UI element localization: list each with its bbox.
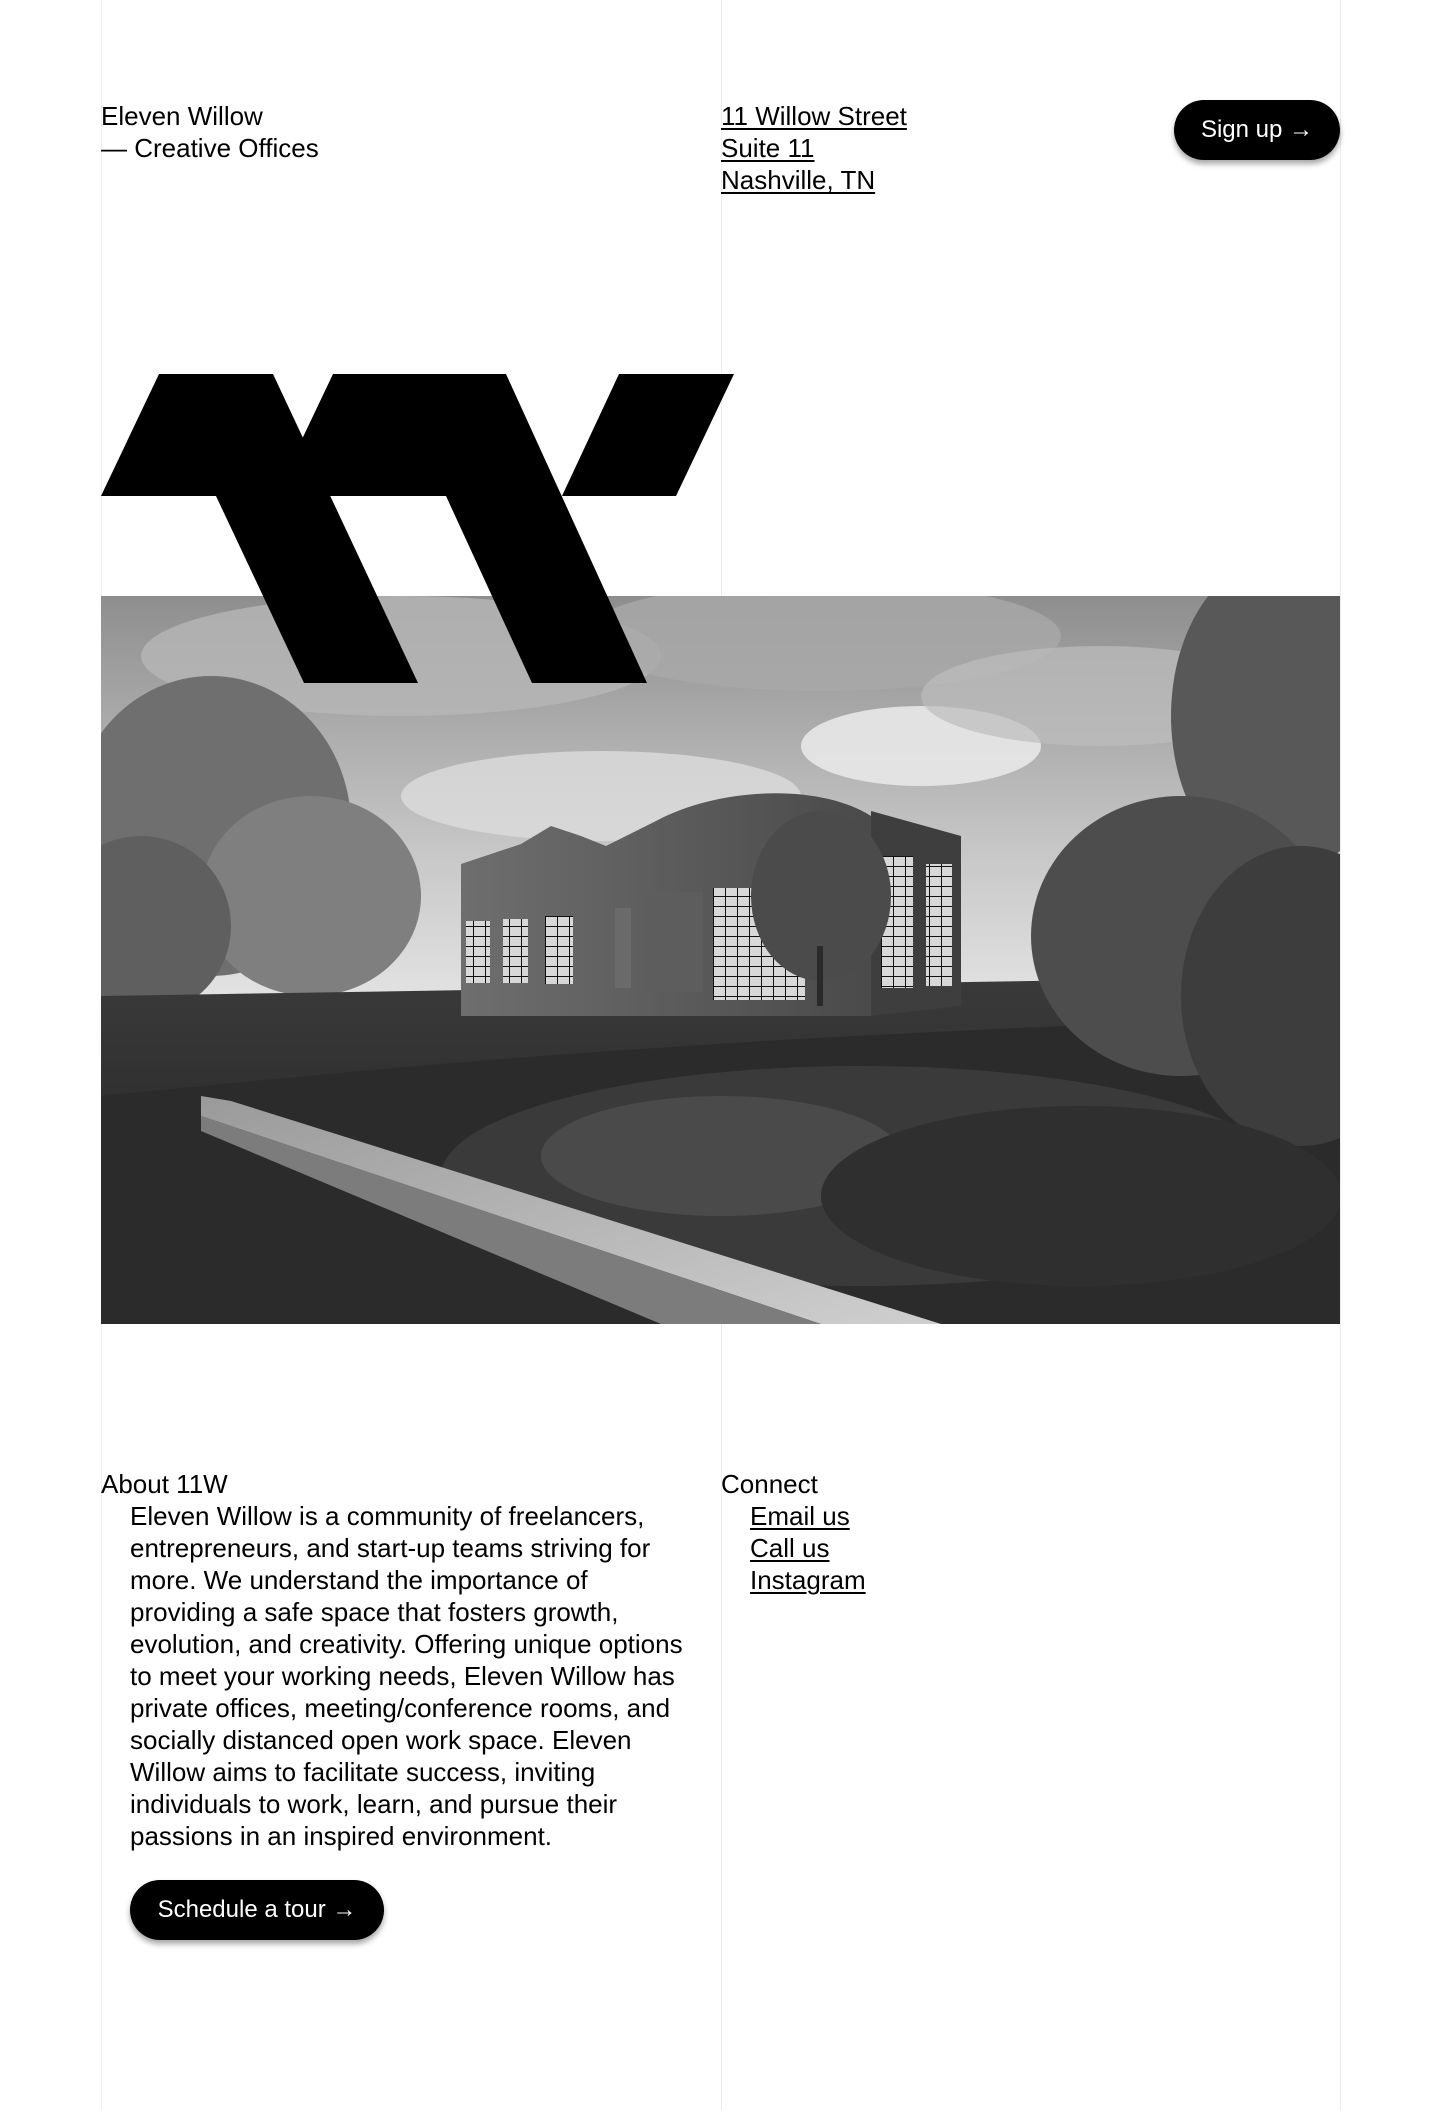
schedule-tour-button[interactable]: Schedule a tour → <box>130 1880 384 1940</box>
connect-title: Connect <box>721 1469 818 1499</box>
about-body-text: Eleven Willow is a community of freelancers, entrepreneurs, and start-up teams striving for more. We understand the importance of providing a safe space that fosters growth, evolution, and creativity. Offering unique options to meet your working needs, Eleven Willow has private offices, meeting/conference rooms, and socially distanced open work space. Eleven Willow aims to facilitate success, inviting individuals to work, learn, and pursue their passions in an inspired environment. <box>130 1501 683 1851</box>
address-city-link[interactable]: Nashville, TN <box>721 165 876 195</box>
sign-up-button[interactable]: Sign up → <box>1174 100 1340 160</box>
email-us-link[interactable]: Email us <box>750 1501 850 1531</box>
about-title: About 11W <box>101 1469 228 1499</box>
brand-name <box>101 100 319 164</box>
address-street-link[interactable]: 11 Willow Street <box>721 101 907 131</box>
eleven-willow-logo <box>101 374 734 683</box>
call-us-link[interactable]: Call us <box>750 1533 830 1563</box>
address-block <box>721 100 907 196</box>
instagram-link[interactable]: Instagram <box>750 1565 866 1595</box>
brand-line-2: — Creative Offices <box>101 133 319 163</box>
hero-image <box>101 596 1340 1324</box>
connect-links <box>750 1500 866 1596</box>
brand-line-1: Eleven Willow <box>101 101 263 131</box>
address-suite-link[interactable]: Suite 11 <box>721 133 815 163</box>
grid-line-right <box>1340 0 1341 2110</box>
